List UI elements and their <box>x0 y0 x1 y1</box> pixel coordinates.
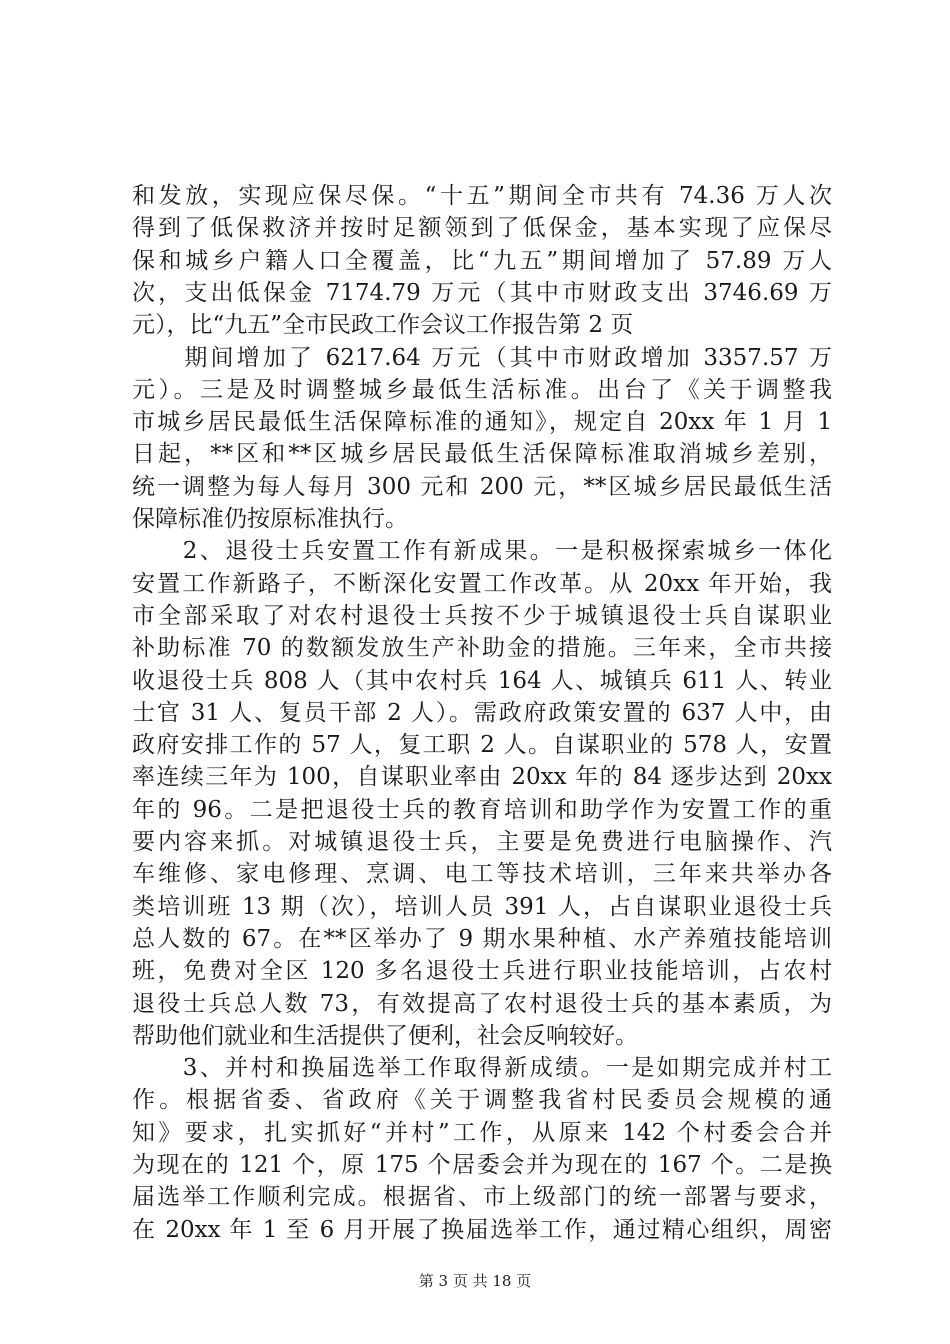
text-line: 保障标准仍按原标准执行。 <box>132 506 408 532</box>
text-line: 统一调整为每人每月 300 元和 200 元，**区城乡居民最低生活 <box>132 473 832 500</box>
text-line: 日起，**区和**区城乡居民最低生活保障标准取消城乡差别， <box>132 441 832 468</box>
text-line: 届选举工作顺利完成。根据省、市上级部门的统一部署与要求， <box>132 1184 832 1211</box>
text-line: 和发放，实现应保尽保。“十五”期间全市共有 74.36 万人次 <box>132 183 832 209</box>
text-line: 车维修、家电修理、烹调、电工等技术培训，三年来共举办各 <box>132 861 832 888</box>
text-line: 次，支出低保金 7174.79 万元（其中市财政支出 3746.69 万 <box>132 279 832 306</box>
page-footer: 第 3 页 共 18 页 <box>418 1272 532 1290</box>
text-line: 保和城乡户籍人口全覆盖，比“九五”期间增加了 57.89 万人 <box>132 247 832 274</box>
text-line: 班，免费对全区 120 多名退役士兵进行职业技能培训，占农村 <box>132 958 832 985</box>
text-line: 总人数的 67。在**区举办了 9 期水果种植、水产养殖技能培训 <box>132 925 832 952</box>
text-line: 安置工作新路子，不断深化安置工作改革。从 20xx 年开始，我 <box>132 570 832 597</box>
text-line: 补助标准 70 的数额发放生产补助金的措施。三年来，全市共接 <box>132 635 832 662</box>
text-line: 帮助他们就业和生活提供了便利，社会反响较好。 <box>132 1022 638 1049</box>
text-line: 期间增加了 6217.64 万元（其中市财政增加 3357.57 万 <box>132 344 832 371</box>
text-line: 类培训班 13 期（次），培训人员 391 人，占自谋职业退役士兵 <box>132 893 832 920</box>
text-line: 市全部采取了对农村退役士兵按不少于城镇退役士兵自谋职业 <box>132 602 832 629</box>
text-line: 元）。三是及时调整城乡最低生活标准。出台了《关于调整我 <box>132 376 832 403</box>
text-line: 3、并村和换届选举工作取得新成绩。一是如期完成并村工 <box>132 1055 832 1082</box>
text-line: 元），比“九五”全市民政工作会议工作报告第 2 页 <box>132 312 634 339</box>
text-line: 年的 96。二是把退役士兵的教育培训和助学作为安置工作的重 <box>132 796 832 823</box>
text-line: 作。根据省委、省政府《关于调整我省村民委员会规模的通 <box>132 1087 832 1114</box>
text-line: 收退役士兵 808 人（其中农村兵 164 人、城镇兵 611 人、转业 <box>132 667 832 694</box>
text-line: 退役士兵总人数 73，有效提高了农村退役士兵的基本素质，为 <box>132 990 832 1017</box>
text-line: 率连续三年为 100，自谋职业率由 20xx 年的 84 逐步达到 20xx <box>132 764 832 791</box>
text-line: 知》要求，扎实抓好“并村”工作，从原来 142 个村委会合并 <box>132 1119 832 1146</box>
text-line: 得到了低保救济并按时足额领到了低保金，基本实现了应保尽 <box>132 215 832 242</box>
text-line: 2、退役士兵安置工作有新成果。一是积极探索城乡一体化 <box>132 538 832 565</box>
text-line: 在 20xx 年 1 至 6 月开展了换届选举工作，通过精心组织，周密 <box>132 1216 832 1243</box>
text-line: 士官 31 人、复员干部 2 人）。需政府政策安置的 637 人中，由 <box>132 699 832 726</box>
text-line: 政府安排工作的 57 人，复工职 2 人。自谋职业的 578 人，安置 <box>132 732 832 759</box>
text-line: 要内容来抓。对城镇退役士兵，主要是免费进行电脑操作、汽 <box>132 829 832 855</box>
text-line: 市城乡居民最低生活保障标准的通知》，规定自 20xx 年 1 月 1 <box>132 409 832 436</box>
text-line: 为现在的 121 个，原 175 个居委会并为现在的 167 个。二是换 <box>132 1152 832 1178</box>
